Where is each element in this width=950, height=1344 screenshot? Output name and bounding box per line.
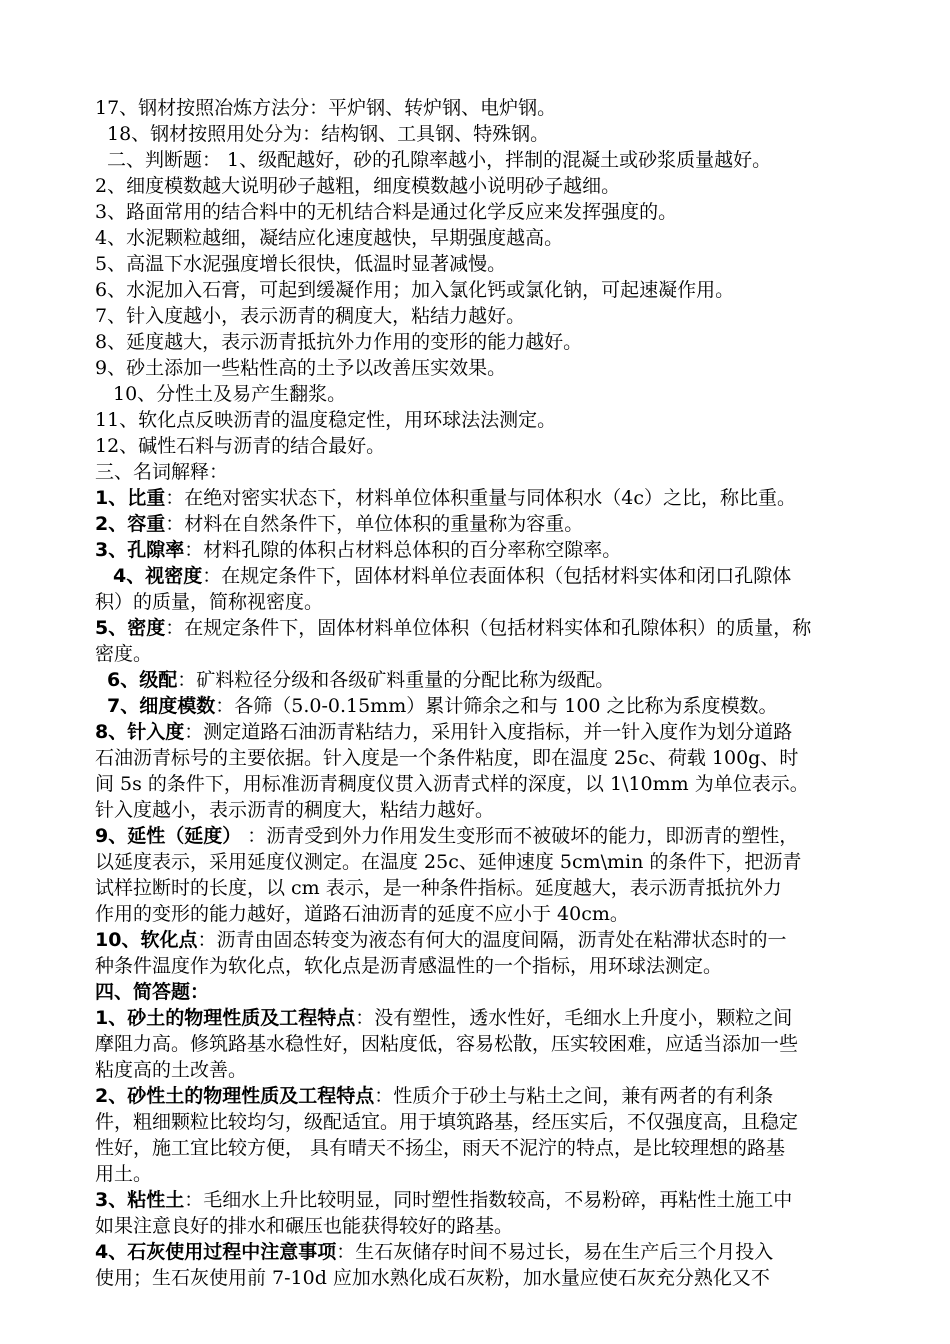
term-continuation: 针入度越小，表示沥青的稠度大，粘结力越好。 [95, 799, 495, 821]
term-text: ：沥青由固态转变为液态有何大的温度间隔，沥青处在粘滞状态时的一 [197, 929, 787, 951]
term-text: ：在绝对密实状态下，材料单位体积重量与同体积水（4c）之比，称比重。 [165, 487, 796, 509]
term-definition [107, 667, 907, 693]
term-text: ：材料孔隙的体积占材料总体积的百分率称空隙率。 [184, 539, 622, 561]
answer-text: ：毛细水上升比较明显，同时塑性指数较高，不易粉碎，再粘性土施工中 [184, 1189, 793, 1211]
term-label: 10、软化点 [95, 929, 198, 951]
term-text: ：在规定条件下，固体材料单位体积（包括材料实体和孔隙体积）的质量，称 [165, 617, 812, 639]
text-line: 4、水泥颗粒越细，凝结应化速度越快，早期强度越高。 [95, 227, 564, 249]
term-label: 3、孔隙率 [95, 539, 185, 561]
term-text: ：测定道路石油沥青粘结力，采用针入度指标，并一针入度作为划分道路 [184, 721, 793, 743]
term-definition [107, 693, 907, 719]
answer-continuation: 如果注意良好的排水和碾压也能获得较好的路基。 [95, 1215, 514, 1237]
answer-text: ：没有塑性，透水性好，毛细水上升度小，颗粒之间 [355, 1007, 793, 1029]
term-label: 7、细度模数 [107, 695, 216, 717]
answer-label: 1、砂土的物理性质及工程特点 [95, 1007, 356, 1029]
term-continuation: 种条件温度作为软化点，软化点是沥青感温性的一个指标，用环球法测定。 [95, 955, 723, 977]
term-continuation: 石油沥青标号的主要依据。针入度是一个条件粘度，即在温度 25c、荷载 100g、时 [95, 747, 799, 769]
answer [95, 1239, 895, 1265]
term-text: ：沥青受到外力作用发生变形而不被破坏的能力，即沥青的塑性， [241, 825, 799, 847]
term-label: 9、延性（延度） [95, 825, 242, 847]
term-label: 8、针入度 [95, 721, 185, 743]
text-line: 12、碱性石料与沥青的结合最好。 [95, 435, 386, 457]
term-label: 4、视密度 [113, 565, 203, 587]
answer-continuation: 件，粗细颗粒比较均匀，级配适宜。用于填筑路基，经压实后，不仅强度高，且稳定 [95, 1111, 799, 1133]
section-heading-short-answer: 四、简答题： [95, 981, 210, 1003]
term-continuation: 试样拉断时的长度，以 cm 表示，是一种条件指标。延度越大，表示沥青抵抗外力 [95, 877, 782, 899]
term-text: ：各筛（5.0-0.15mm）累计筛余之和与 100 之比称为系度模数。 [215, 695, 778, 717]
term-continuation: 作用的变形的能力越好，道路石油沥青的延度不应小于 40cm。 [95, 903, 629, 925]
term-definition [95, 927, 895, 953]
term-label: 6、级配 [107, 669, 178, 691]
text-line: 11、软化点反映沥青的温度稳定性，用环球法法测定。 [95, 409, 557, 431]
answer [95, 1187, 895, 1213]
term-continuation: 密度。 [95, 643, 153, 665]
section-heading-judgment: 二、判断题： 1、级配越好，砂的孔隙率越小，拌制的混凝土或砂浆质量越好。 [107, 149, 772, 171]
term-definition [113, 563, 913, 589]
term-definition [95, 511, 895, 537]
term-continuation: 间 5s 的条件下，用标准沥青稠度仪贯入沥青式样的深度，以 1\10mm 为单位表示。 [95, 773, 809, 795]
term-label: 1、比重 [95, 487, 166, 509]
text-line: 10、分性土及易产生翻浆。 [113, 383, 347, 405]
term-continuation: 积）的质量，简称视密度。 [95, 591, 324, 613]
answer-label: 3、粘性土 [95, 1189, 185, 1211]
text-line: 18、钢材按照用处分为：结构钢、工具钢、特殊钢。 [107, 123, 550, 145]
answer-label: 2、砂性土的物理性质及工程特点 [95, 1085, 375, 1107]
answer-text: ：性质介于砂土与粘土之间，兼有两者的有利条 [374, 1085, 774, 1107]
term-text: ：在规定条件下，固体材料单位表面体积（包括材料实体和闭口孔隙体 [202, 565, 792, 587]
term-definition [95, 537, 895, 563]
text-line: 2、细度模数越大说明砂子越粗，细度模数越小说明砂子越细。 [95, 175, 621, 197]
term-continuation: 以延度表示，采用延度仪测定。在温度 25c、延伸速度 5cm\min 的条件下，把沥青 [95, 851, 802, 873]
text-line: 7、针入度越小，表示沥青的稠度大，粘结力越好。 [95, 305, 526, 327]
answer-text: ：生石灰储存时间不易过长，易在生产后三个月投入 [336, 1241, 774, 1263]
text-line: 5、高温下水泥强度增长很快，低温时显著减慢。 [95, 253, 507, 275]
answer [95, 1005, 895, 1031]
term-text: ：材料在自然条件下，单位体积的重量称为容重。 [165, 513, 584, 535]
text-line: 3、路面常用的结合料中的无机结合料是通过化学反应来发挥强度的。 [95, 201, 678, 223]
term-definition [95, 485, 895, 511]
term-label: 5、密度 [95, 617, 166, 639]
answer-continuation: 粘度高的土改善。 [95, 1059, 248, 1081]
term-label: 2、容重 [95, 513, 166, 535]
answer-label: 4、石灰使用过程中注意事项 [95, 1241, 337, 1263]
answer-continuation: 性好，施工宜比较方便， 具有晴天不扬尘，雨天不泥泞的特点，是比较理想的路基 [95, 1137, 786, 1159]
answer-continuation: 用土。 [95, 1163, 153, 1185]
text-line: 6、水泥加入石膏，可起到缓凝作用；加入氯化钙或氯化钠，可起速凝作用。 [95, 279, 735, 301]
text-line: 8、延度越大，表示沥青抵抗外力作用的变形的能力越好。 [95, 331, 583, 353]
answer-continuation: 摩阻力高。修筑路基水稳性好，因粘度低，容易松散，压实较困难，应适当添加一些 [95, 1033, 799, 1055]
section-heading-terms: 三、名词解释： [95, 461, 229, 483]
answer [95, 1083, 895, 1109]
answer-continuation: 使用；生石灰使用前 7-10d 应加水熟化成石灰粉，加水量应使石灰充分熟化又不 [95, 1267, 770, 1289]
term-definition [95, 719, 895, 745]
text-line: 9、砂土添加一些粘性高的土予以改善压实效果。 [95, 357, 507, 379]
term-definition [95, 615, 895, 641]
text-line: 17、钢材按照冶炼方法分：平炉钢、转炉钢、电炉钢。 [95, 97, 557, 119]
term-definition [95, 823, 895, 849]
term-text: ：矿料粒径分级和各级矿料重量的分配比称为级配。 [177, 669, 615, 691]
